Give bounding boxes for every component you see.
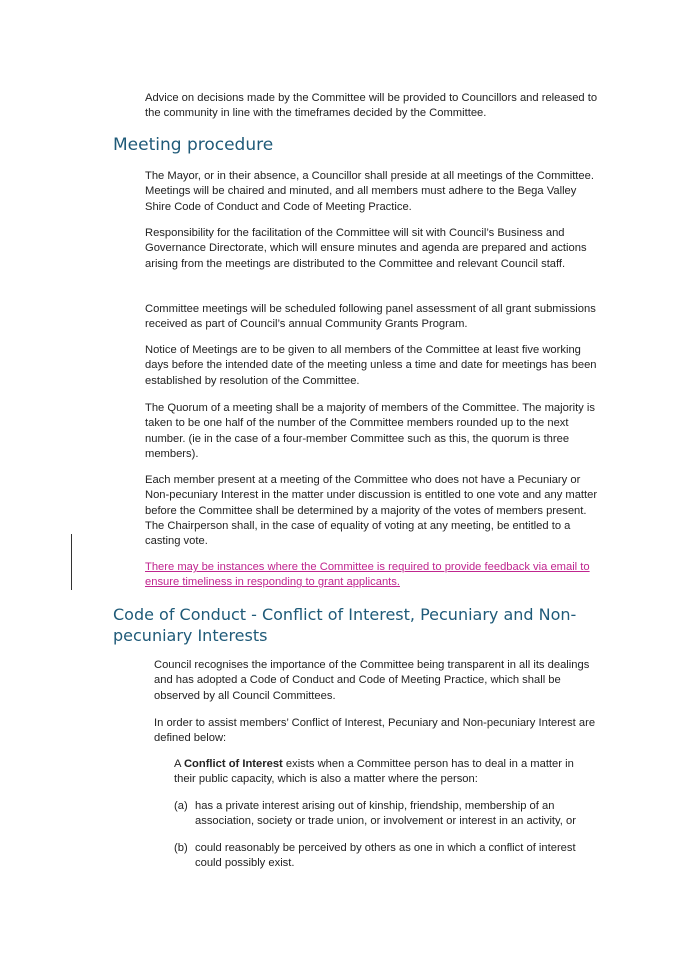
paragraph-voting: Each member present at a meeting of the Committee who does not have a Pecuniary or Non-pecuniary Interest in the matter under discussion is entitled to one vote and any matter before the Committee shall be determined by a majority of the votes of members present. The Chairperson shall, in the case of equality of voting at any meeting, be entitled to a casting vote. xyxy=(145,474,598,548)
intro-paragraph: Advice on decisions made by the Committee will be provided to Councillors and released to the community in line with the timeframes decided by the Committee. xyxy=(145,92,598,120)
list-item-text: has a private interest arising out of kinship, friendship, membership of an association, society or trade union, or involvement or interest in an activity, or xyxy=(195,800,576,828)
definition-term: Conflict of Interest xyxy=(183,758,283,770)
paragraph-definitions-intro: In order to assist members’ Conflict of Interest, Pecuniary and Non-pecuniary Interest are defined below: xyxy=(154,717,596,745)
code-of-conduct-heading: Code of Conduct - Conflict of Interest, Pecuniary and Non-pecuniary Interests xyxy=(113,605,577,645)
paragraph-presiding: The Mayor, or in their absence, a Councillor shall preside at all meetings of the Committee. Meetings will be chaired and minuted, and all members must adhere to the Bega Valley Shire Code of Conduct and Code of Meeting Practice. xyxy=(145,170,594,213)
change-bar xyxy=(71,534,72,590)
list-item xyxy=(174,841,594,872)
conflict-definition xyxy=(174,757,594,788)
list-item xyxy=(174,799,594,830)
paragraph-transparency: Council recognises the importance of the Committee being transparent in all its dealings and has adopted a Code of Conduct and Code of Meeting Practice, which shall be observed by all Council Committees. xyxy=(154,659,590,702)
paragraph-scheduling: Committee meetings will be scheduled following panel assessment of all grant submissions received as part of Council’s annual Community Grants Program. xyxy=(145,303,596,331)
paragraph-quorum: The Quorum of a meeting shall be a majority of members of the Committee. The majority is taken to be one half of the number of the Committee members rounded up to the next number. (ie in the case of a four-member Committee such as this, the quorum is three members). xyxy=(145,402,595,460)
meeting-procedure-heading: Meeting procedure xyxy=(113,135,274,155)
paragraph-facilitation: Responsibility for the facilitation of the Committee will sit with Council’s Business and Governance Directorate, which will ensure minutes and agenda are prepared and actions arising from the meetings are distributed to the Committee and relevant Council staff. xyxy=(145,227,587,270)
list-item-text: could reasonably be perceived by others as one in which a conflict of interest could possibly exist. xyxy=(195,842,576,870)
paragraph-notice: Notice of Meetings are to be given to all members of the Committee at least five working days before the intended date of the meeting unless a time and date for meetings has been established by resolution of the Committee. xyxy=(145,344,597,387)
tracked-change-paragraph: There may be instances where the Committee is required to provide feedback via email to ensure timeliness in responding to grant applicants. xyxy=(145,561,590,589)
definition-rest: exists when a Committee person has to deal in a matter in their public capacity, which is also a matter where the person: xyxy=(174,758,574,786)
list-item-label: (b) xyxy=(174,842,188,854)
definition-prefix: A xyxy=(174,758,184,770)
list-item-label: (a) xyxy=(174,800,188,812)
